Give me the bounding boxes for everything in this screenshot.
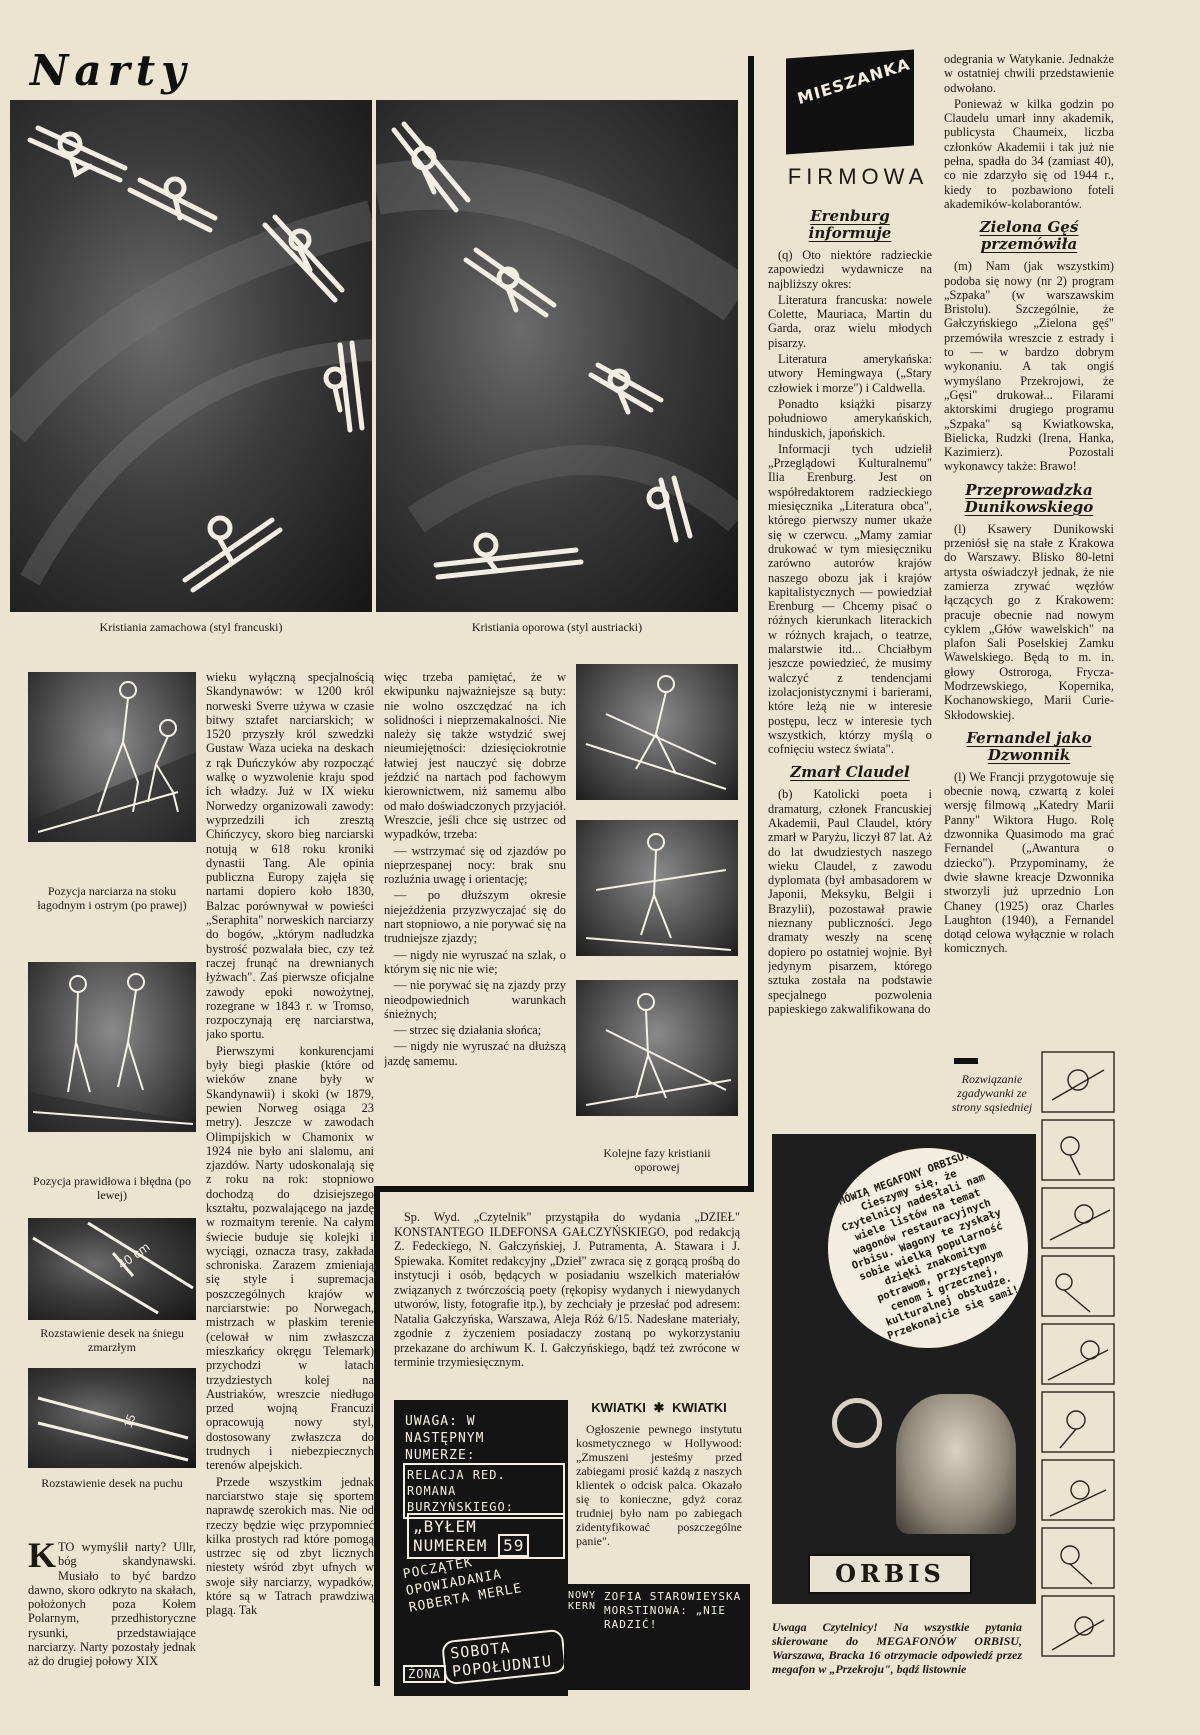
- paragraph: Pierwszymi konkurencjami były biegi płaskie (które od wieków znane były w Skandynawii) i skoki (w 1879, pewien Norweg osiąga 23 metry). Jeszcze w zawodach Olimpijskich w Chamonix w 1924 nie było ani slalomu, ani zjazdów. Narty udoskonalają się z roku na rok: stopniowo dochodzą do dzisiejszego kształtu, pozwalającego na jazdę w rozmaitym terenie. Na całym świecie buduje się kolejki i wyciągi, oznacza trasy, zakłada schroniska. Zarazem zmieniają się style i supremacja poszczególnych krajów w narciarstwie: po Norwegach, mistrzach w płaskim terenie (celował w nim zwłaszcza mieszkańcy okręgu Telemark) przychodzi w latach trzydziestych kolej na Austriaków, wreszcie niedługo przed wojną Francuzi opracowują nowy styl, dostosowany zwłaszcza do trudnych i niebezpiecznych terenów alpejskich.: [206, 1043, 374, 1473]
- skier-sequence-illustration: [376, 100, 738, 612]
- uwaga-line-2: RELACJA RED. ROMANA BURZYŃSKIEGO:: [403, 1463, 565, 1519]
- skier-phase-illustration: [576, 980, 738, 1116]
- photo-rozstawienie-puch: [28, 1368, 196, 1468]
- photo-faza-1: [576, 664, 738, 800]
- skier-phase-illustration: [576, 664, 738, 800]
- kwiatki-section: [576, 1400, 742, 1578]
- notice-text: Sp. Wyd. „Czytelnik" przystąpiła do wydania „DZIEŁ" KONSTANTEGO ILDEFONSA GAŁCZYŃSKIEGO, pod redakcją Z. Fedeckiego, N. Gałczyńskiej, J. Putramenta, A. Stawara i J. Spiewaka. Komitet redakcyjny „Dzieł" zwraca się z gorącą prośbą do instytucji i osób, będących w posiadaniu wszelkich materiałów związanych z twórczością poety (rękopisy wydanych i niewydanych utworów, listy, fotografie itp.), by zechciały je przesłać pod adresem: Natalia Gałczyńska, Warszawa, Aleja Róż 6/15. Nadesłane materiały, zgodnie z życzeniem posiadaczy zostaną po wykorzystaniu przekazane do archiwum K. I. Gałczyńskiego, bądź też zwrócone w terminie trzymiesięcznym.: [394, 1210, 740, 1369]
- mieszanka-column-b: [944, 52, 1114, 1102]
- orbis-logo: ORBIS: [808, 1554, 972, 1594]
- uwaga-number: 59: [498, 1534, 529, 1557]
- uwaga-line-3: „BYŁEM NUMEREM 59: [407, 1513, 565, 1559]
- caption-rozstawienie-1: Rozstawienie desek na śniegu zmarzłym: [40, 1326, 184, 1354]
- skier-phase-illustration: [576, 820, 738, 956]
- paragraph: — nigdy nie wyruszać na szlak, o którym się nic nie wie;: [384, 947, 566, 976]
- photo-faza-2: [576, 820, 738, 956]
- skier-sequence-illustration: [10, 100, 372, 612]
- section-heading-ges: Zielona Gęś przemówiła: [979, 218, 1079, 254]
- photo-pozycja-prawidlowa: [28, 962, 196, 1132]
- section-heading-fernandel: Fernandel jako Dzwonnik: [966, 728, 1092, 764]
- box-divider: [374, 1186, 754, 1192]
- paragraph: (q) Oto niektóre radzieckie zapowiedzi wydawnicze na najbliższy okres:: [768, 248, 932, 291]
- rozwiazanie-note: Rozwiązanie zgadywanki ze strony sąsiedniej: [951, 1072, 1033, 1114]
- uwaga-line-1: UWAGA: W NASTĘPNYM NUMERZE:: [405, 1414, 485, 1463]
- puzzle-strip: [1040, 1050, 1116, 1690]
- section-heading-claudel: Zmarł Claudel: [790, 763, 910, 782]
- paragraph: odegrania w Watykanie. Jednakże w ostatniej chwili przedstawienie odwołano.: [944, 52, 1114, 95]
- intro-text: TO wymyślił narty? Ullr, bóg skandynawski. Musiało to być bardzo dawno, skoro odkryto na skałach, położonych poza Kołem Polarnym, przedhistoryczne rysunki, przedstawiające narciarzy. Narty pozostały jednak aż do drugiej połowy XIX: [28, 1540, 196, 1669]
- article-column-3: [384, 670, 566, 1180]
- uwaga-line-8: ŻONA: [403, 1665, 446, 1683]
- orbis-footer: Uwaga Czytelnicy! Na wszystkie pytania skierowane do MEGAFONÓW ORBISU, Warszawa, Bracka 16 otrzymacie odpowiedź przez megafon w „Przekroju", bądź listownie: [772, 1620, 1022, 1676]
- skis-illustration: [28, 1368, 196, 1468]
- paragraph: więc trzeba pamiętać, że w ekwipunku najważniejsze są buty: nie wolno oszczędzać na ich solidności i nieprzemakalności. Nie należy się także wstydzić swej nieumiejętności: dziesięciokrotnie łatwiej jest nauczyć się dobrze jeździć na nartach pod fachowym kierownictwem, niż samemu albo od mało doświadczonych przyjaciół. Wreszcie, jeśli chce się ustrzec od wypadków, trzeba:: [384, 670, 566, 842]
- uwaga-box: [394, 1400, 568, 1696]
- skier-figures-illustration: [28, 672, 196, 842]
- paragraph: (b) Katolicki poeta i dramaturg, członek Francuskiej Akademii, Paul Claudel, który zmarł w Paryżu, liczył 87 lat. Aż do lat dwudziestych naszego wieku Claudel, z zawodu dyplomata (był ambasadorem w Japonii, Meksyku, Belgii i Brazylii), pozostawał prawie nieznany publiczności. Jego dramaty weszły na scenę dopiero po ostatniej wojnie. Był jedynym pisarzem, którego sztuka została na podstawie specjalnego pozwolenia papieskiego zakwalifikowana do: [768, 787, 932, 1016]
- paragraph: Literatura francuska: nowele Colette, Mauriaca, Martin du Garda, oraz wielu młodych pisarzy.: [768, 292, 932, 350]
- box-divider: [374, 1186, 380, 1686]
- paragraph: Informacji tych udzielił „Przeglądowi Kulturalnemu" Ilia Erenburg. Jest on współredaktorem radzieckiego miesięcznika „Literatura obca", którego pierwszy numer ukaże się w czerwcu. „Mamy zamiar drukować w tym miesięczniku zarówno autorów krajów naszego obozu jak i krajów kapitalistycznych — powiedział Erenburg — Chcemy pisać o różnych kierunkach literackich w różnych krajach, o teatrze, malarstwie itd... Chciałbym jeszcze powiedzieć, że musimy walczyć z tendencjami izolacjonistycznymi i barierami, które leżą nie w interesie postępu, lecz w interesie tych wszystkich, którzy myślą o cofnięciu wstecz świata".: [768, 441, 932, 757]
- paragraph: Literatura amerykańska: utwory Hemingwaya („Stary człowiek i morze") i Caldwella.: [768, 352, 932, 395]
- paragraph: — nie porywać się na zjazdy przy nieodpowiednich warunkach śnieżnych;: [384, 978, 566, 1021]
- czytelnik-notice: [394, 1210, 740, 1390]
- uwaga-line-6: NOWY KERN: [568, 1590, 597, 1612]
- section-heading-dunikowski: Przeprowadzka Dunikowskiego: [964, 480, 1094, 516]
- label-40cm: 40 cm: [114, 1239, 153, 1272]
- paragraph: (l) We Francji przygotowuje się obecnie nową, czwartą z kolei wersję filmową „Katedry Marii Panny" Wiktora Hugo. Rolę dzwonnika Quasimodo ma grać Fernandel („Awantura o dziecko"). Przypominamy, że dwie sławne kreacje Dzwonnika stworzyli już uprzednio Lon Chaney (1925) oraz Charles Laughton (1940), a Fernandel dotąd celowa wyłącznie w rolach komicznych.: [944, 769, 1114, 956]
- caption-zamachowa: Kristiania zamachowa (styl francuski): [99, 620, 283, 634]
- kwiatki-body: [576, 1422, 742, 1572]
- skier-figures-illustration: [28, 962, 196, 1132]
- mieszanka-heading: FIRMOWA: [787, 164, 929, 189]
- uwaga-line-5: SOBOTA POPOŁUDNIU: [441, 1629, 567, 1686]
- caption-stok: Pozycja narciarza na stoku łagodnym i ostrym (po prawej): [37, 884, 187, 912]
- kwiatki-title-left: KWIATKI: [591, 1400, 646, 1415]
- kwiatki-title-right: KWIATKI: [672, 1400, 727, 1415]
- puzzle-sketches-illustration: [1040, 1050, 1116, 1690]
- label-15: 15: [120, 1412, 139, 1430]
- caption-rozstawienie-2: Rozstawienie desek na puchu: [41, 1476, 183, 1490]
- mieszanka-column-a: [768, 200, 932, 1130]
- skis-illustration: [28, 1218, 196, 1320]
- photo-faza-3: [576, 980, 738, 1116]
- photo-kristiania-zamachowa: [10, 100, 372, 612]
- uwaga-line-7: ZOFIA STAROWIEYSKA MORSTINOWA: „NIE RADZIĆ!: [604, 1590, 742, 1631]
- uwaga-box-right: [564, 1584, 750, 1690]
- caption-fazy: Kolejne fazy kristianii oporowej: [603, 1146, 711, 1174]
- paragraph: — wstrzymać się od zjazdów po nieprzespanej nocy: brak snu rozluźnia uwagę i orientację;: [384, 843, 566, 887]
- section-heading-erenburg: Erenburg informuje: [808, 207, 892, 242]
- arrow-right-icon: [954, 1058, 978, 1064]
- kwiatki-title: [576, 1400, 742, 1416]
- star-icon: ✱: [653, 1400, 665, 1415]
- orbis-ad: [772, 1134, 1036, 1604]
- drop-cap: K: [28, 1540, 57, 1575]
- paragraph: — nigdy nie wyruszać na dłuższą jazdę samemu.: [384, 1039, 566, 1068]
- column-divider: [748, 56, 754, 1186]
- orbis-bubble-text: MÓWIĄ MEGAFONY ORBISU: Cieszymy się, że Czytelnicy nadesłali nam wiele listów na temat wagonów restauracyjnych Orbisu. Wagony te zyskały sobie wielką popularność dzięki znakomitym potrawom, przystępnym cenom i grzecznej, kulturalnej obsłudze. Przekonajcie się sami!: [836, 1148, 1021, 1343]
- photo-rozstawienie-zmarzly: [28, 1218, 196, 1320]
- uwaga-line-4: POCZĄTEK OPOWIADANIA ROBERTA MERLE: [401, 1555, 524, 1616]
- megaphone-icon: [832, 1398, 882, 1448]
- mieszanka-logo-text: MIESZANKA: [795, 54, 913, 109]
- paragraph: — strzec się działania słońca;: [394, 1023, 542, 1038]
- article-title: Narty: [30, 46, 192, 95]
- article-column-2: [206, 670, 374, 1710]
- paragraph: Przede wszystkim jednak narciarstwo staje się sportem naprawdę szerokich mas. Nie od rzeczy będzie więc przypomnieć kilka prostych rad które pomogą ustrzec się od zbyt licznych niestety wśród zbyt ufnych w swoje siły narciarzy, wypadków, które są w Tatrach prawdziwą plagą. Tak: [206, 1474, 374, 1618]
- mieszanka-logo: [786, 50, 914, 155]
- speaker-photo: [896, 1394, 1016, 1534]
- speech-bubble: [828, 1148, 1028, 1348]
- paragraph: (m) Nam (jak wszystkim) podoba się nowy (nr 2) program „Szpaka" (w warszawskim Bristolu). Szczególnie, że Gałczyńskiego „Zielona gęś" przemówiła wreszcie z estrady i to — w bardzo dobrym wykonaniu. A tak ongiś wymyślano Przekrojowi, że „Gęsi" drukował... Filarami aktorskimi drugiego programu „Szpaka" są Kwiatkowska, Bielicka, Rudzki (Irena, Hanka, Kazimierz). Pozostali wykonawcy także: Brawo!: [944, 259, 1114, 474]
- article-intro: [28, 1540, 196, 1700]
- kwiatki-text: Ogłoszenie pewnego instytutu kosmetycznego w Hollywood: „Zmuszeni jesteśmy przed zabiegami prosić każdą z naszych klientek o odcisk palca. Okazało się to konieczne, gdyż coraz trudniej było nam po zabiegach zidentyfikować poszczególne panie".: [576, 1422, 742, 1548]
- paragraph: (l) Ksawery Dunikowski przeniósł się na stałe z Krakowa do Warszawy. Blisko 80-letni artysta oświadczył jednak, że nie zamierza zrywać węzłów łączących go z Krakowem: pracuje obecnie nad nowym cyklem „Głów wawelskich" na plafon Sali Poselskiej Zamku Wawelskiego. Będą to m. in. głowy Ostroroga, Frycza-Modrzewskiego, Kopernika, Kochanowskiego, Marii Curie-Skłodowskiej.: [944, 521, 1114, 722]
- photo-pozycja-stok: [28, 672, 196, 842]
- photo-kristiania-oporowa: [376, 100, 738, 612]
- paragraph: Ponieważ w kilka godzin po Claudelu umarł inny akademik, publicysta Chaumeix, liczba członków Akademii i tak już nie pełna, spadła do 34 (zamiast 40), co nie zdarzyło się od 1944 r., kiedy to pozbawiono foteli akademików-kolaborantów.: [944, 96, 1114, 211]
- paragraph: Ponadto książki pisarzy południowo amerykańskich, hinduskich, japońskich.: [768, 396, 932, 440]
- caption-oporowa: Kristiania oporowa (styl austriacki): [471, 620, 643, 634]
- paragraph: — po dłuższym okresie niejeżdżenia przyzwyczajać się do nart stopniowo, a nie porywać się na trudniejsze zjazdy;: [384, 888, 566, 946]
- paragraph: wieku wyłączną specjalnością Skandynawów: w 1200 król norweski Sverre używa w czasie bitwy sztafet narciarskich; w 1520 przyszły król szwedzki Gustaw Waza ucieka na deskach z rąk Duńczyków aby rozpocząć walkę o wyzwolenie kraju spod ich władzy. Już w IX wieku Norwedzy organizowali zawody: wyprzedzili ich zresztą Chińczycy, skoro bieg narciarski notują w 618 roku kroniki dynastii Tang. Ale opinia publiczna Europy zajęła się nartami dopiero koło 1830, Balzac porównywał w powieści „Seraphita" norweskich narciarzy do bogów, „którym nadludzka bystrość pozwalała biec, czy też raczej frunąć na drewnianych łyżwach". Zaś pierwsze oficjalne zawody epoki nowożytnej, rozegrane w 1843 r. w Tromso, rozpoczynają erę narciarstwa, jako sportu.: [206, 670, 374, 1042]
- caption-pozycja: Pozycja prawidłowa i błędna (po lewej): [33, 1174, 191, 1202]
